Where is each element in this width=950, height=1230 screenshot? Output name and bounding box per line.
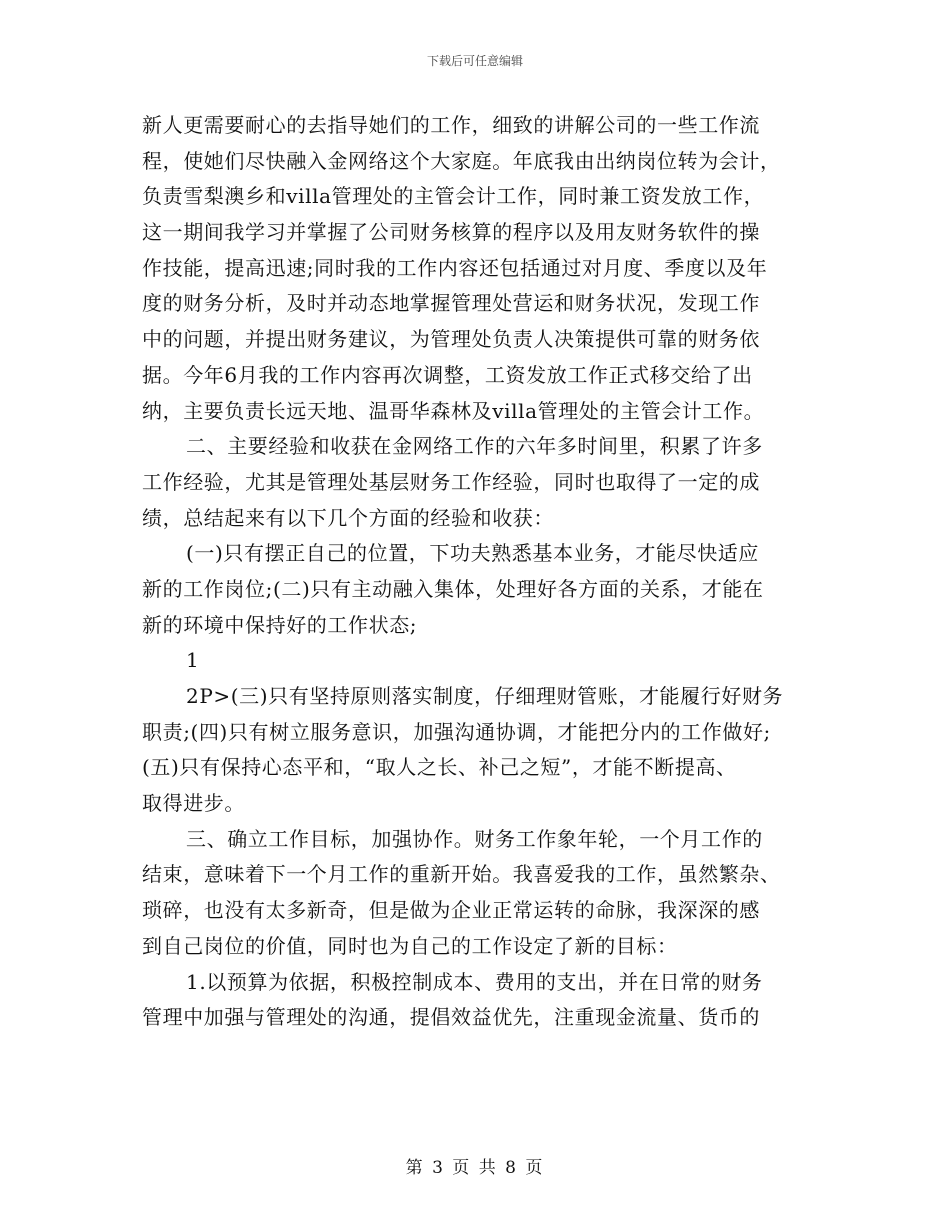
- text-line: 琐碎，也没有太多新奇，但是做为企业正常运转的命脉，我深深的感: [142, 898, 760, 923]
- text-line: 程，使她们尽快融入金网络这个大家庭。年底我由出纳岗位转为会计，: [142, 148, 781, 173]
- text-line: 新的环境中保持好的工作状态;: [142, 612, 418, 637]
- text-line: 负责雪梨澳乡和villa管理处的主管会计工作，同时兼工资发放工作，: [142, 184, 765, 209]
- text-line: 新人更需要耐心的去指导她们的工作，细致的讲解公司的一些工作流: [142, 113, 760, 137]
- text-line: 2P>(三)只有坚持原则落实制度，仔细理财管账，才能履行好财务: [186, 684, 784, 708]
- page-header: 下载后可任意编辑: [426, 54, 523, 68]
- text-line: 绩，总结起来有以下几个方面的经验和收获：: [142, 505, 554, 530]
- text-line: 取得进步。: [142, 791, 245, 816]
- text-line: 中的问题，并提出财务建议，为管理处负责人决策提供可靠的财务依: [142, 327, 760, 352]
- text-line: 1.以预算为依据，积极控制成本、费用的支出，并在日常的财务: [186, 969, 763, 994]
- text-line: 三、确立工作目标，加强协作。财务工作象年轮，一个月工作的: [186, 826, 763, 851]
- text-line: 到自己岗位的价值，同时也为自己的工作设定了新的目标：: [142, 933, 678, 958]
- text-line: 作技能，提高迅速;同时我的工作内容还包括通过对月度、季度以及年: [142, 255, 768, 280]
- text-line: 新的工作岗位;(二)只有主动融入集体，处理好各方面的关系，才能在: [142, 576, 764, 601]
- text-line: 据。今年6月我的工作内容再次调整，工资发放工作正式移交给了出: [142, 362, 753, 387]
- text-line: 职责;(四)只有树立服务意识，加强沟通协调，才能把分内的工作做好;: [142, 719, 771, 744]
- text-line: 1: [186, 648, 200, 673]
- text-line: (五)只有保持心态平和，“取人之长、补己之短”，才能不断提高、: [142, 755, 737, 780]
- text-line: 管理中加强与管理处的沟通，提倡效益优先，注重现金流量、货币的: [142, 1005, 760, 1030]
- document-body: [142, 108, 814, 1036]
- text-line: (一)只有摆正自己的位置，下功夫熟悉基本业务，才能尽快适应: [186, 541, 760, 566]
- text-line: 二、主要经验和收获在金网络工作的六年多时间里，积累了许多: [186, 434, 763, 459]
- text-line: 这一期间我学习并掌握了公司财务核算的程序以及用友财务软件的操: [142, 220, 760, 245]
- page-footer: 第 3 页 共 8 页: [405, 1158, 545, 1178]
- text-line: 工作经验，尤其是管理处基层财务工作经验，同时也取得了一定的成: [142, 469, 760, 494]
- text-line: 结束，意味着下一个月工作的重新开始。我喜爱我的工作，虽然繁杂、: [142, 862, 781, 887]
- text-line: 纳，主要负责长远天地、温哥华森林及villa管理处的主管会计工作。: [142, 398, 765, 423]
- text-line: 度的财务分析，及时并动态地掌握管理处营运和财务状况，发现工作: [142, 291, 760, 316]
